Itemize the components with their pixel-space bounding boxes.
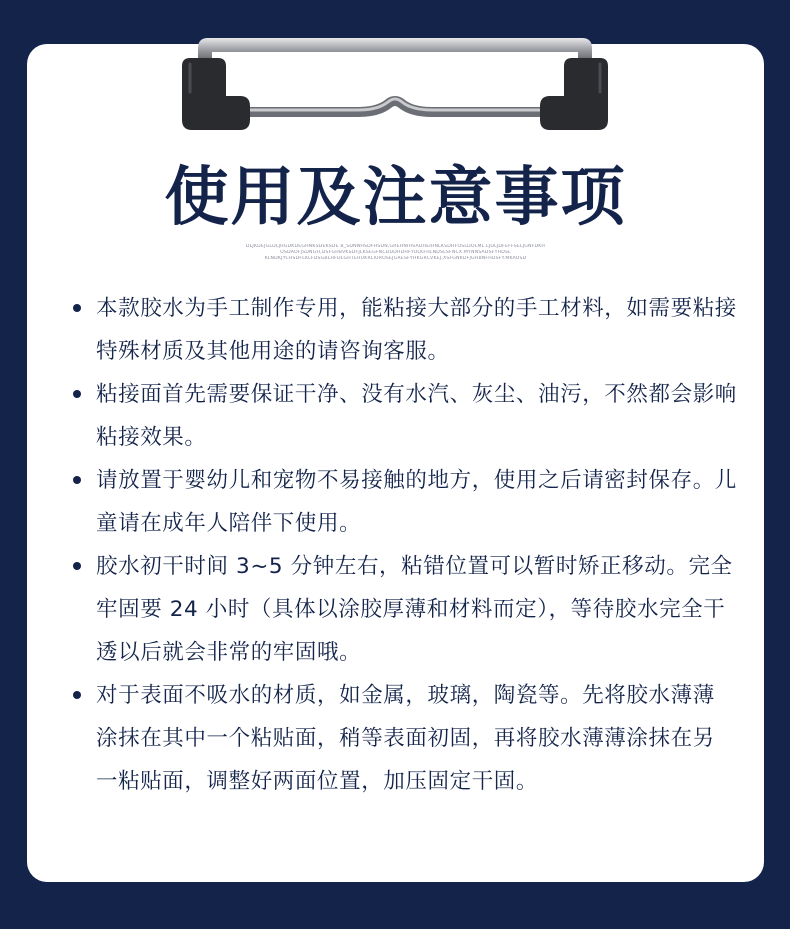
bullet-dot-icon	[73, 390, 81, 398]
list-item-text: 本款胶水为手工制作专用，能粘接大部分的手工材料，如需要粘接特殊材质及其他用途的请咨询客服。	[96, 296, 737, 364]
list-item-text: 对于表面不吸水的材质，如金属，玻璃，陶瓷等。先将胶水薄薄 涂抹在其中一个粘贴面，稍等表面初固，再将胶水薄薄涂抹在另 一粘贴面，调整好两面位置，加压固定干固。	[96, 683, 715, 794]
bullet-dot-icon	[73, 562, 81, 570]
list-item-text: 请放置于婴幼儿和宠物不易接触的地方，使用之后请密封保存。儿童请在成年人陪伴下使用。	[96, 468, 737, 536]
list-item	[67, 373, 737, 459]
list-item	[67, 287, 737, 373]
bullet-dot-icon	[73, 304, 81, 312]
list-item	[67, 545, 737, 674]
bullet-dot-icon	[73, 691, 81, 699]
page-title: 使用及注意事项	[164, 161, 627, 235]
fine-print-line: DLJKDEJGLDLJHGDKDEGHNKSDEKSDE B_SDNNHSDFHSDN,GREHNIHSADHEIHNLKSDHFOSLDOLML.LJDLJDFEFFSELJGNFDKH	[245, 244, 546, 249]
list-item	[67, 674, 737, 803]
fine-print-line: OSDAOFJSDNGH,DSFGHBVKSDFJLKSEGFNCDDDHDHFYOLKFHLNDSLSFNCX.MYNNSADSFYHDSL	[280, 250, 511, 255]
notice-list	[67, 287, 737, 803]
fine-print-line: KLNDKJYCHSDFLKLFDSGBLHFDLGHTEHUKRLIUROSEJGRESFYHKGRCVKEJ,XSFGNKDFJGHBNFHDSFY.MKAUSD	[264, 256, 527, 261]
list-item-text: 胶水初干时间 3~5 分钟左右，粘错位置可以暂时矫正移动。完全牢固要 24 小时（具体以涂胶厚薄和材料而定），等待胶水完全干透以后就会非常的牢固哦。	[96, 554, 733, 665]
bullet-dot-icon	[73, 476, 81, 484]
list-item-text: 粘接面首先需要保证干净、没有水汽、灰尘、油污，不然都会影响粘接效果。	[96, 382, 737, 450]
list-item	[67, 459, 737, 545]
clipboard-clip-icon	[178, 32, 612, 136]
decorative-fine-print	[27, 244, 764, 262]
